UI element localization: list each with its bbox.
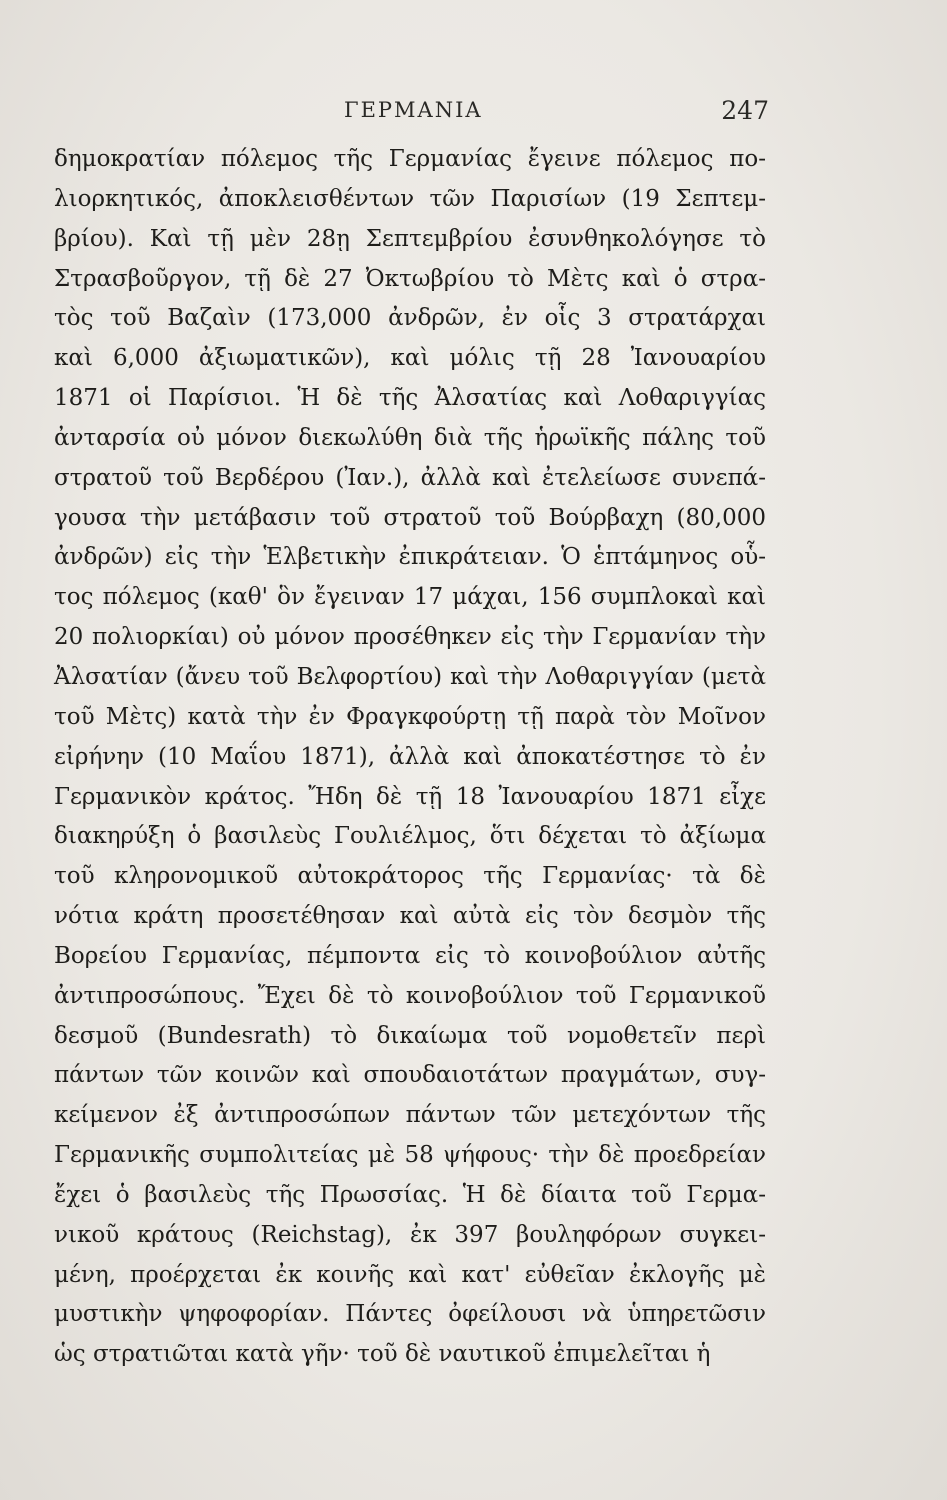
text-line: βρίου). Καὶ τῇ μὲν 28ῃ Σεπτεμβρίου ἐσυνθηκολόγησε τὸ <box>54 225 766 252</box>
body-text <box>54 140 766 1375</box>
text-line: 20 πολιορκίαι) οὐ μόνον προσέθηκεν εἰς τὴν Γερμανίαν τὴν <box>54 624 766 651</box>
text-line: γουσα τὴν μετάβασιν τοῦ στρατοῦ τοῦ Βούρβαχη (80,000 <box>54 504 766 531</box>
text-line: Γερμανικῆς συμπολιτείας μὲ 58 ψήφους· τὴν δὲ προεδρείαν <box>54 1142 766 1169</box>
text-line: νότια κράτη προσετέθησαν καὶ αὐτὰ εἰς τὸν δεσμὸν τῆς <box>54 903 766 930</box>
text-line: Στρασβοῦργον, τῇ δὲ 27 Ὀκτωβρίου τὸ Μὲτς καὶ ὁ στρα- <box>54 265 766 292</box>
text-line: καὶ 6,000 ἀξιωματικῶν), καὶ μόλις τῇ 28 Ἰανουαρίου <box>54 345 766 372</box>
text-line: ἀνδρῶν) εἰς τὴν Ἑλβετικὴν ἐπικράτειαν. Ὁ ἑπτάμηνος οὗ- <box>54 544 766 571</box>
text-line: τοῦ Μὲτς) κατὰ τὴν ἐν Φραγκφούρτῃ τῇ παρὰ τὸν Μοῖνον <box>54 703 766 730</box>
text-line: ἀντιπροσώπους. Ἔχει δὲ τὸ κοινοβούλιον τοῦ Γερμανικοῦ <box>54 982 766 1009</box>
text-line: τος πόλεμος (καθ' ὃν ἔγειναν 17 μάχαι, 156 συμπλοκαὶ καὶ <box>54 584 766 611</box>
text-line: ἀνταρσία οὐ μόνον διεκωλύθη διὰ τῆς ἡρωϊκῆς πάλης τοῦ <box>54 424 766 451</box>
text-line: τοῦ κληρονομικοῦ αὐτοκράτορος τῆς Γερμανίας· τὰ δὲ <box>54 863 766 890</box>
text-line: κείμενον ἐξ ἀντιπροσώπων πάντων τῶν μετεχόντων τῆς <box>54 1102 766 1129</box>
text-line: στρατοῦ τοῦ Βερδέρου (Ἰαν.), ἀλλὰ καὶ ἐτελείωσε συνεπά- <box>54 464 766 491</box>
text-line: δεσμοῦ (Bundesrath) τὸ δικαίωμα τοῦ νομοθετεῖν περὶ <box>54 1022 766 1049</box>
text-line: νικοῦ κράτους (Reichstag), ἐκ 397 βουληφόρων συγκει- <box>54 1221 766 1248</box>
text-line: εἰρήνην (10 Μαΐου 1871), ἀλλὰ καὶ ἀποκατέστησε τὸ ἐν <box>54 743 766 770</box>
text-line: τὸς τοῦ Βαζαὶν (173,000 ἀνδρῶν, ἐν οἷς 3 στρατάρχαι <box>54 305 766 332</box>
running-title: ΓΕΡΜΑΝΙΑ <box>344 98 483 122</box>
text-line: διακηρύξη ὁ βασιλεὺς Γουλιέλμος, ὅτι δέχεται τὸ ἀξίωμα <box>54 823 766 850</box>
text-line: μυστικὴν ψηφοφορίαν. Πάντες ὀφείλουσι νὰ ὑπηρετῶσιν <box>54 1301 766 1328</box>
text-line: πάντων τῶν κοινῶν καὶ σπουδαιοτάτων πραγμάτων, συγ- <box>54 1062 766 1089</box>
text-line: Γερμανικὸν κράτος. Ἤδη δὲ τῇ 18 Ἰανουαρίου 1871 εἶχε <box>54 783 766 810</box>
text-line: ἔχει ὁ βασιλεὺς τῆς Πρωσσίας. Ἡ δὲ δίαιτα τοῦ Γερμα- <box>54 1181 766 1208</box>
text-line: ὡς στρατιῶται κατὰ γῆν· τοῦ δὲ ναυτικοῦ ἐπιμελεῖται ἡ <box>54 1341 711 1368</box>
text-line: δημοκρατίαν πόλεμος τῆς Γερμανίας ἔγεινε πόλεμος πο- <box>54 146 766 172</box>
text-line: 1871 οἱ Παρίσιοι. Ἡ δὲ τῆς Ἀλσατίας καὶ Λοθαριγγίας <box>54 385 766 412</box>
text-line: Βορείου Γερμανίας, πέμποντα εἰς τὸ κοινοβούλιον αὐτῆς <box>54 942 766 969</box>
page-number: 247 <box>721 96 769 125</box>
text-line: μένη, προέρχεται ἐκ κοινῆς καὶ κατ' εὐθεῖαν ἐκλογῆς μὲ <box>54 1261 766 1288</box>
running-head <box>0 98 947 132</box>
text-line: λιορκητικός, ἀποκλεισθέντων τῶν Παρισίων (19 Σεπτεμ- <box>54 185 766 212</box>
text-line: Ἀλσατίαν (ἄνευ τοῦ Βελφορτίου) καὶ τὴν Λοθαριγγίαν (μετὰ <box>54 663 766 690</box>
